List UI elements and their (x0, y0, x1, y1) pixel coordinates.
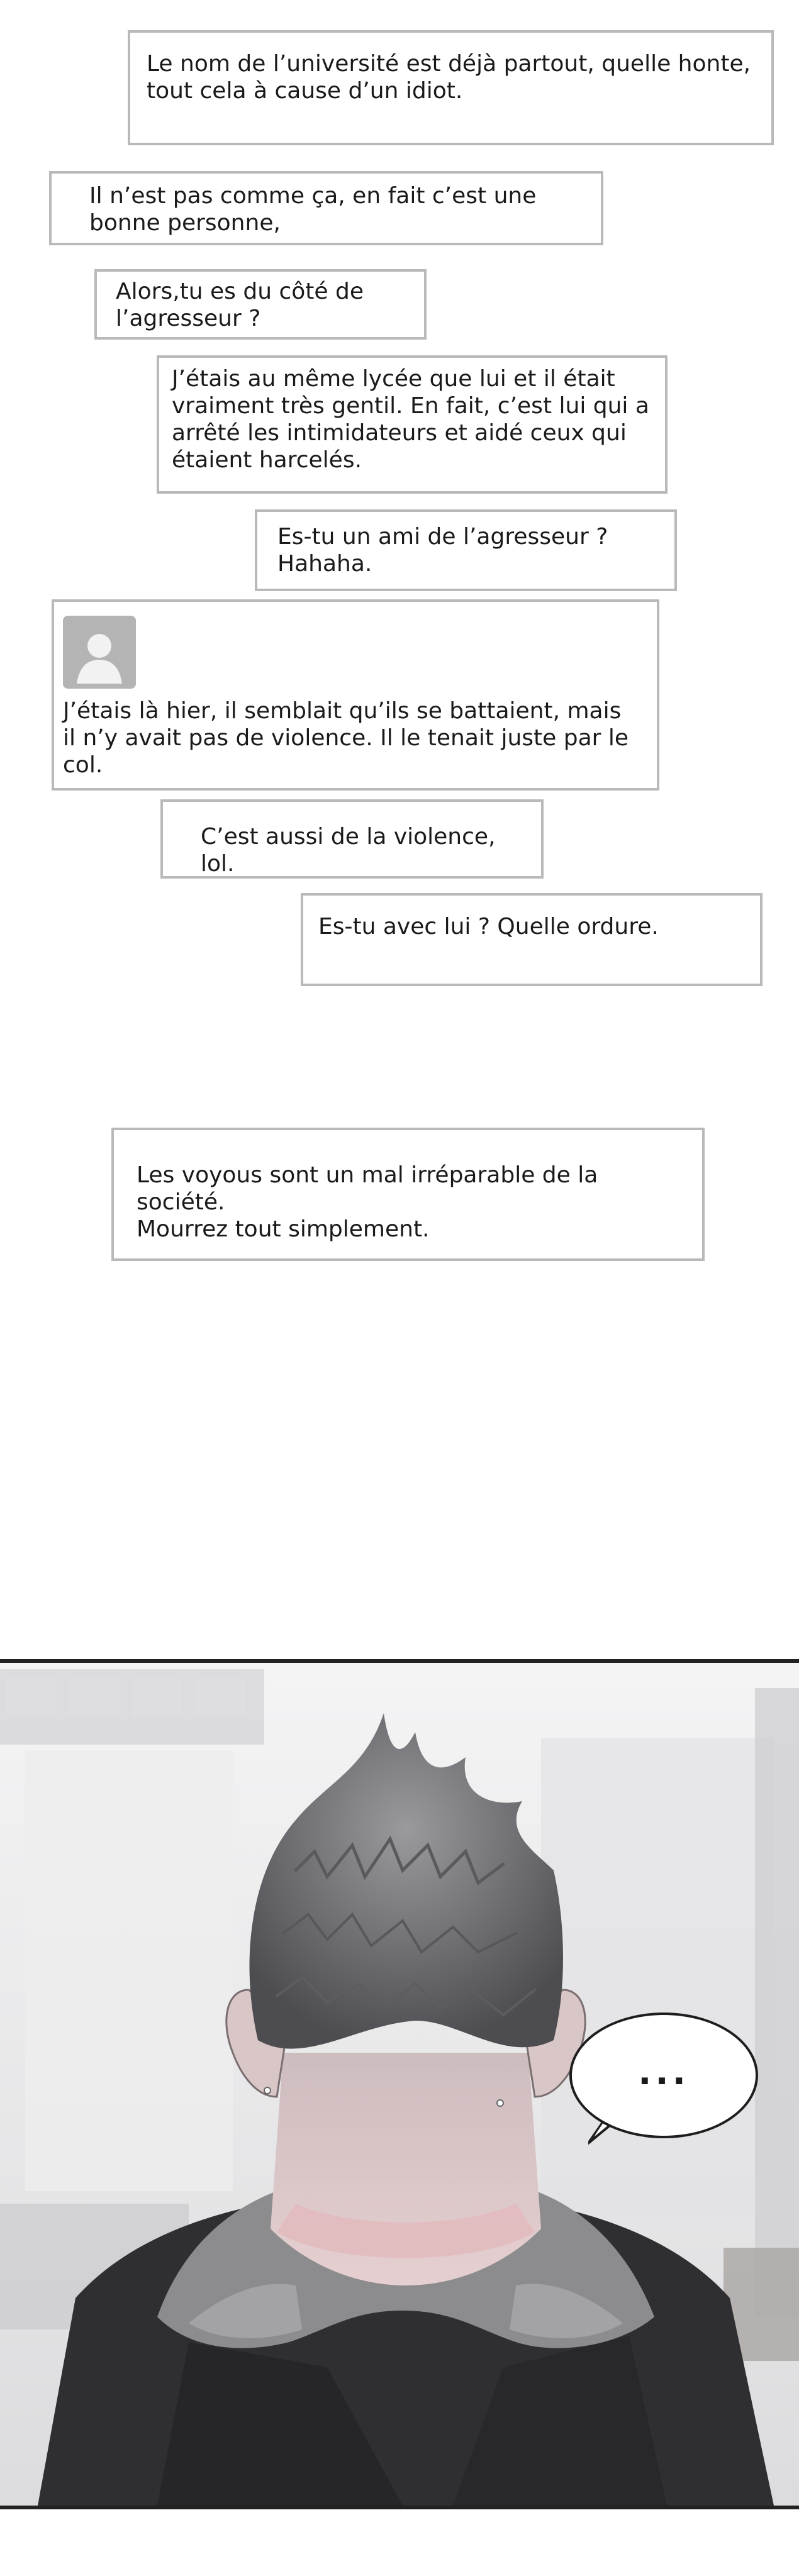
comment-text: Le nom de l’université est déjà partout, quelle honte, tout cela à cause d’un idiot. (147, 51, 751, 104)
comment-box (49, 171, 603, 245)
comment-box (128, 30, 774, 145)
comment-box (301, 893, 763, 986)
comment-box (157, 355, 668, 494)
comment-text: Les voyous sont un mal irréparable de la société. Mourrez tout simplement. (137, 1162, 598, 1242)
comment-box (160, 799, 544, 879)
comment-text: Alors,tu es du côté de l’agresseur ? (116, 279, 364, 331)
comment-text: J’étais là hier, il semblait qu’ils se battaient, mais il n’y avait pas de violence. Il le tenait juste par le col. (63, 698, 629, 778)
avatar (63, 616, 136, 689)
comment-text: Es-tu un ami de l’agresseur ? Hahaha. (277, 524, 608, 577)
comment-text: J’étais au même lycée que lui et il était vraiment très gentil. En fait, c’est lui qui a arrêté les intimidateurs et aidé ceux qui étaient harcelés. (172, 366, 649, 473)
comment-box (52, 599, 659, 791)
comment-text: C’est aussi de la violence, lol. (201, 824, 496, 877)
default-avatar-icon (63, 616, 136, 689)
speech-bubble (569, 2012, 758, 2138)
comment-box (111, 1128, 705, 1261)
speech-bubble-text: ... (638, 2051, 690, 2093)
comment-box (94, 269, 427, 340)
comment-box (255, 509, 677, 591)
comment-text: Es-tu avec lui ? Quelle ordure. (318, 914, 659, 940)
comment-text: Il n’est pas comme ça, en fait c’est une bonne personne, (89, 183, 537, 236)
